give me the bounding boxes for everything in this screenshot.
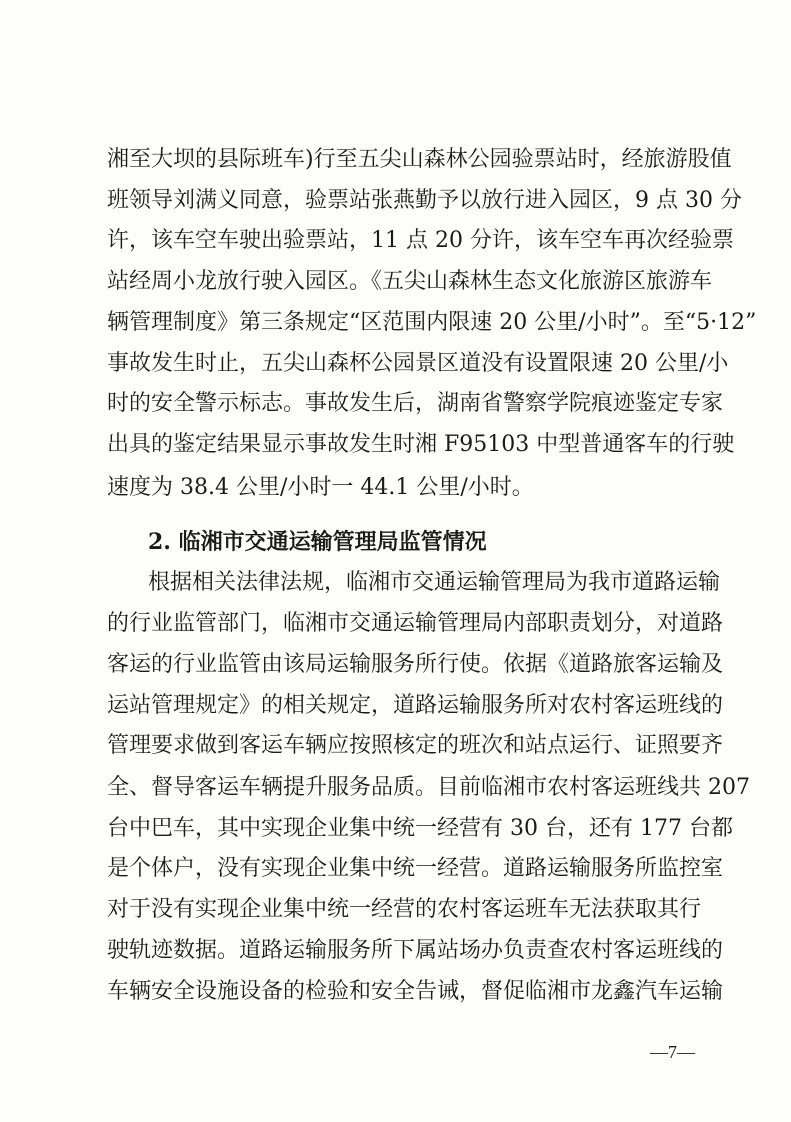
text-line: 对于没有实现企业集中统一经营的农村客运班车无法获取其行 bbox=[107, 897, 702, 922]
text-line: 根据相关法律法规，临湘市交通运输管理局为我市道路运输 bbox=[148, 570, 721, 595]
text-line: 是个体户，没有实现企业集中统一经营。道路运输服务所监控室 bbox=[107, 856, 724, 881]
text-line: 事故发生时止，五尖山森杯公园景区道没有设置限速 20 公里/小 bbox=[107, 351, 729, 376]
text-line: 客运的行业监管由该局运输服务所行使。依据《道路旅客运输及 bbox=[107, 652, 724, 677]
text-line: 湘至大坝的县际班车)行至五尖山森林公园验票站时，经旅游股值 bbox=[107, 147, 732, 172]
text-line: 运站管理规定》的相关规定，道路运输服务所对农村客运班线的 bbox=[107, 693, 724, 718]
text-line: 速度为 38.4 公里/小时一 44.1 公里/小时。 bbox=[107, 475, 534, 500]
text-line: 时的安全警示标志。事故发生后，湖南省警察学院痕迹鉴定专家 bbox=[107, 391, 724, 416]
text-line: 驶轨迹数据。道路运输服务所下属站场办负责查农村客运班线的 bbox=[107, 938, 724, 963]
text-line: 辆管理制度》第三条规定“区范围内限速 20 公里/小时”。至“5·12” bbox=[107, 310, 757, 335]
text-line: 台中巴车，其中实现企业集中统一经营有 30 台，还有 177 台都 bbox=[107, 816, 733, 841]
page-number: —7— bbox=[650, 1042, 695, 1062]
text-line: 管理要求做到客运车辆应按照核定的班次和站点运行、证照要齐 bbox=[107, 733, 724, 758]
text-line: 许，该车空车驶出验票站，11 点 20 分许，该车空车再次经验票 bbox=[107, 228, 734, 253]
section-heading: 2. 临湘市交通运输管理局监管情况 bbox=[148, 529, 487, 555]
text-line: 班领导刘满义同意，验票站张燕勤予以放行进入园区，9 点 30 分 bbox=[107, 188, 742, 213]
text-line: 的行业监管部门，临湘市交通运输管理局内部职责划分，对道路 bbox=[107, 611, 724, 636]
text-line: 车辆安全设施设备的检验和安全告诫，督促临湘市龙鑫汽车运输 bbox=[107, 979, 724, 1004]
text-line: 出具的鉴定结果显示事故发生时湘 F95103 中型普通客车的行驶 bbox=[107, 432, 735, 457]
text-line: 全、督导客运车辆提升服务品质。目前临湘市农村客运班线共 207 bbox=[107, 775, 750, 800]
text-line: 站经周小龙放行驶入园区。《五尖山森林生态文化旅游区旅游车 bbox=[107, 269, 713, 294]
